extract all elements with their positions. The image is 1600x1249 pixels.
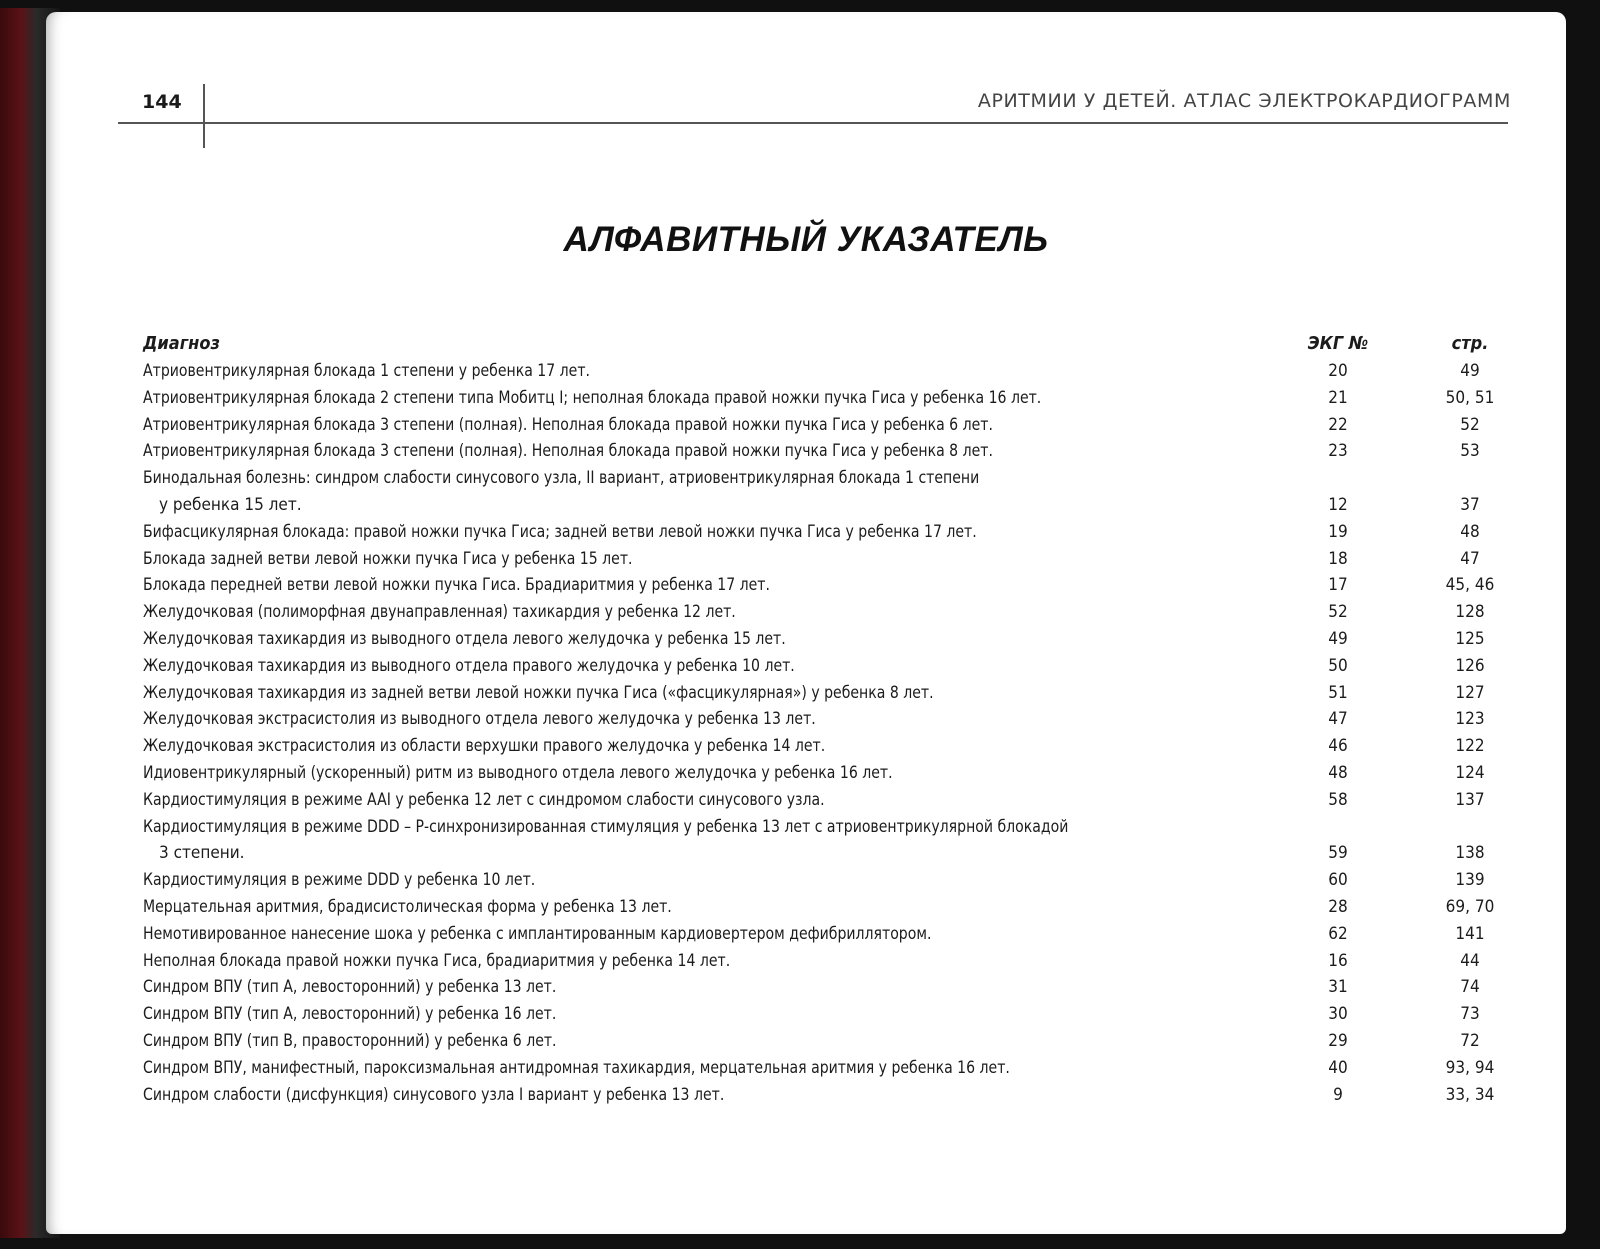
index-row xyxy=(143,572,1543,599)
index-page-number: 123 xyxy=(1455,709,1485,730)
index-ekg-number: 40 xyxy=(1328,1057,1348,1078)
index-page-number: 126 xyxy=(1455,655,1485,676)
index-row xyxy=(143,760,1543,787)
diagnosis-text: Бинодальная болезнь: синдром слабости синусового узла, II вариант, атриовентрикулярная блокада 1 степени xyxy=(143,468,980,489)
diagnosis-text: Кардиостимуляция в режиме DDD у ребенка 10 лет. xyxy=(143,870,536,891)
diagnosis-text: Синдром ВПУ (тип В, правосторонний) у ребенка 6 лет. xyxy=(143,1030,557,1051)
index-page-number: 127 xyxy=(1455,682,1485,703)
diagnosis-text: Атриовентрикулярная блокада 3 степени (полная). Неполная блокада правой ножки пучка Гиса у ребенка 6 лет. xyxy=(143,414,993,435)
diagnosis-text: Кардиостимуляция в режиме AAI у ребенка 12 лет с синдромом слабости синусового узла. xyxy=(143,789,825,810)
index-ekg-number: 47 xyxy=(1328,709,1348,730)
diagnosis-text: Желудочковая экстрасистолия из области верхушки правого желудочка у ребенка 14 лет. xyxy=(143,736,826,757)
diagnosis-text: Желудочковая экстрасистолия из выводного отдела левого желудочка у ребенка 13 лет. xyxy=(143,709,816,730)
index-page-number: 47 xyxy=(1460,548,1480,569)
diagnosis-text: Идиовентрикулярный (ускоренный) ритм из выводного отдела левого желудочка у ребенка 16 лет. xyxy=(143,762,893,783)
index-diagnosis xyxy=(143,1028,1303,1055)
index-row xyxy=(143,599,1543,626)
diagnosis-text: Блокада передней ветви левой ножки пучка Гиса. Брадиаритмия у ребенка 17 лет. xyxy=(143,575,770,596)
page-title: АЛФАВИТНЫЙ УКАЗАТЕЛЬ xyxy=(563,220,1049,259)
diagnosis-text: Синдром ВПУ (тип А, левосторонний) у ребенка 16 лет. xyxy=(143,1004,557,1025)
index-ekg-number: 16 xyxy=(1328,950,1348,971)
index-ekg-number: 18 xyxy=(1328,548,1348,569)
index-diagnosis xyxy=(143,921,1303,948)
index-row xyxy=(143,358,1543,385)
diagnosis-text: Синдром слабости (дисфункция) синусового узла I вариант у ребенка 13 лет. xyxy=(143,1084,725,1105)
index-rows xyxy=(143,358,1543,1108)
diagnosis-text: Бифасцикулярная блокада: правой ножки пучка Гиса; задней ветви левой ножки пучка Гиса у ребенка 17 лет. xyxy=(143,521,977,542)
index-diagnosis xyxy=(143,974,1303,1001)
diagnosis-text: Синдром ВПУ (тип А, левосторонний) у ребенка 13 лет. xyxy=(143,977,557,998)
index-row xyxy=(143,894,1543,921)
index-row xyxy=(143,1001,1543,1028)
index-ekg-number: 29 xyxy=(1328,1030,1348,1051)
index-ekg-number: 28 xyxy=(1328,896,1348,917)
index-page-number: 50, 51 xyxy=(1445,387,1495,408)
index-diagnosis xyxy=(143,787,1303,814)
index-page-number: 128 xyxy=(1455,602,1485,623)
index-row xyxy=(143,1055,1543,1082)
index-row xyxy=(143,546,1543,573)
index-page-number: 124 xyxy=(1455,762,1485,783)
index-page-number: 73 xyxy=(1460,1004,1480,1025)
index-diagnosis xyxy=(143,358,1303,385)
index-page-number: 37 xyxy=(1460,494,1480,515)
index-page-number: 139 xyxy=(1455,870,1485,891)
index-row xyxy=(143,385,1543,412)
index-diagnosis xyxy=(143,626,1303,653)
index-diagnosis xyxy=(143,814,1303,868)
diagnosis-text: Атриовентрикулярная блокада 1 степени у ребенка 17 лет. xyxy=(143,361,591,381)
diagnosis-text: Атриовентрикулярная блокада 2 степени типа Мобитц I; неполная блокада правой ножки пучка Гиса у ребенка 16 лет. xyxy=(143,387,1042,408)
index-diagnosis xyxy=(143,546,1303,573)
index-row xyxy=(143,680,1543,707)
running-head: АРИТМИИ У ДЕТЕЙ. АТЛАС ЭЛЕКТРОКАРДИОГРАММ xyxy=(977,90,1511,112)
index-row xyxy=(143,948,1543,975)
index-row xyxy=(143,653,1543,680)
index-row xyxy=(143,438,1543,465)
diagnosis-text: Желудочковая (полиморфная двунаправленная) тахикардия у ребенка 12 лет. xyxy=(143,602,736,623)
column-header-diagnosis: Диагноз xyxy=(143,333,220,354)
index-diagnosis xyxy=(143,412,1303,439)
index-row xyxy=(143,1082,1543,1109)
index-page-number: 33, 34 xyxy=(1445,1084,1495,1105)
index-ekg-number: 22 xyxy=(1328,414,1348,435)
index-row xyxy=(143,1028,1543,1055)
diagnosis-text: Неполная блокада правой ножки пучка Гиса, брадиаритмия у ребенка 14 лет. xyxy=(143,950,731,971)
index-diagnosis xyxy=(143,760,1303,787)
index-page-number: 125 xyxy=(1455,628,1485,649)
index-row xyxy=(143,706,1543,733)
index-page-number: 44 xyxy=(1460,950,1480,971)
diagnosis-text: Кардиостимуляция в режиме DDD – Р-синхронизированная стимуляция у ребенка 13 лет с атриовентрикулярной блокадой xyxy=(143,816,1069,837)
diagnosis-text-continued: 3 степени. xyxy=(159,843,245,864)
index-page-number: 69, 70 xyxy=(1445,896,1495,917)
index-row xyxy=(143,974,1543,1001)
diagnosis-text: Синдром ВПУ, манифестный, пароксизмальная антидромная тахикардия, мерцательная аритмия у ребенка 16 лет. xyxy=(143,1057,1010,1078)
index-row xyxy=(143,412,1543,439)
column-header-ekg: ЭКГ № xyxy=(1307,333,1369,354)
page-number: 144 xyxy=(142,91,182,113)
index-diagnosis xyxy=(143,653,1303,680)
index-page-number: 93, 94 xyxy=(1445,1057,1495,1078)
index-diagnosis xyxy=(143,519,1303,546)
index-ekg-number: 17 xyxy=(1328,575,1348,596)
index-row xyxy=(143,814,1543,868)
index-diagnosis xyxy=(143,894,1303,921)
index-ekg-number: 48 xyxy=(1328,762,1348,783)
index-row xyxy=(143,867,1543,894)
index-diagnosis xyxy=(143,465,1303,519)
index-diagnosis xyxy=(143,867,1303,894)
index-ekg-number: 30 xyxy=(1328,1004,1348,1025)
header-divider-vertical xyxy=(203,84,205,148)
diagnosis-text: Желудочковая тахикардия из задней ветви левой ножки пучка Гиса («фасцикулярная») у ребенка 8 лет. xyxy=(143,682,934,703)
index-page-number: 141 xyxy=(1455,923,1485,944)
index-diagnosis xyxy=(143,385,1303,412)
index-ekg-number: 20 xyxy=(1328,361,1348,381)
index-page-number: 53 xyxy=(1460,441,1480,462)
index-row xyxy=(143,787,1543,814)
index-diagnosis xyxy=(143,948,1303,975)
diagnosis-text-continued: у ребенка 15 лет. xyxy=(159,494,302,515)
index-page-number: 122 xyxy=(1455,736,1485,757)
index-ekg-number: 59 xyxy=(1328,843,1348,864)
index-page-number: 52 xyxy=(1460,414,1480,435)
index-row xyxy=(143,465,1543,519)
index-table xyxy=(143,330,1543,1108)
index-ekg-number: 50 xyxy=(1328,655,1348,676)
diagnosis-text: Немотивированное нанесение шока у ребенка с имплантированным кардиовертером дефибриллятором. xyxy=(143,923,932,944)
index-ekg-number: 58 xyxy=(1328,789,1348,810)
index-ekg-number: 23 xyxy=(1328,441,1348,462)
index-ekg-number: 62 xyxy=(1328,923,1348,944)
index-diagnosis xyxy=(143,1055,1303,1082)
index-ekg-number: 51 xyxy=(1328,682,1348,703)
header-divider-horizontal xyxy=(118,122,1508,124)
diagnosis-text: Атриовентрикулярная блокада 3 степени (полная). Неполная блокада правой ножки пучка Гиса у ребенка 8 лет. xyxy=(143,441,993,462)
index-ekg-number: 46 xyxy=(1328,736,1348,757)
index-diagnosis xyxy=(143,599,1303,626)
index-header-row xyxy=(143,330,1543,358)
index-diagnosis xyxy=(143,1082,1303,1109)
index-page-number: 49 xyxy=(1460,361,1480,381)
diagnosis-text: Блокада задней ветви левой ножки пучка Гиса у ребенка 15 лет. xyxy=(143,548,633,569)
index-ekg-number: 49 xyxy=(1328,628,1348,649)
index-ekg-number: 60 xyxy=(1328,870,1348,891)
index-row xyxy=(143,733,1543,760)
index-diagnosis xyxy=(143,1001,1303,1028)
index-row xyxy=(143,921,1543,948)
diagnosis-text: Желудочковая тахикардия из выводного отдела левого желудочка у ребенка 15 лет. xyxy=(143,628,786,649)
index-page-number: 74 xyxy=(1460,977,1480,998)
index-ekg-number: 21 xyxy=(1328,387,1348,408)
index-page-number: 138 xyxy=(1455,843,1485,864)
diagnosis-text: Желудочковая тахикардия из выводного отдела правого желудочка у ребенка 10 лет. xyxy=(143,655,795,676)
index-diagnosis xyxy=(143,680,1303,707)
index-page-number: 45, 46 xyxy=(1445,575,1495,596)
index-diagnosis xyxy=(143,438,1303,465)
index-ekg-number: 12 xyxy=(1328,494,1348,515)
book-page xyxy=(46,12,1566,1234)
index-row xyxy=(143,519,1543,546)
index-ekg-number: 19 xyxy=(1328,521,1348,542)
index-page-number: 48 xyxy=(1460,521,1480,542)
index-diagnosis xyxy=(143,733,1303,760)
index-ekg-number: 9 xyxy=(1333,1084,1343,1105)
column-header-page: стр. xyxy=(1451,333,1489,354)
index-ekg-number: 31 xyxy=(1328,977,1348,998)
index-diagnosis xyxy=(143,572,1303,599)
index-page-number: 72 xyxy=(1460,1030,1480,1051)
index-row xyxy=(143,626,1543,653)
index-page-number: 137 xyxy=(1455,789,1485,810)
diagnosis-text: Мерцательная аритмия, брадисистолическая форма у ребенка 13 лет. xyxy=(143,896,672,917)
index-ekg-number: 52 xyxy=(1328,602,1348,623)
index-diagnosis xyxy=(143,706,1303,733)
